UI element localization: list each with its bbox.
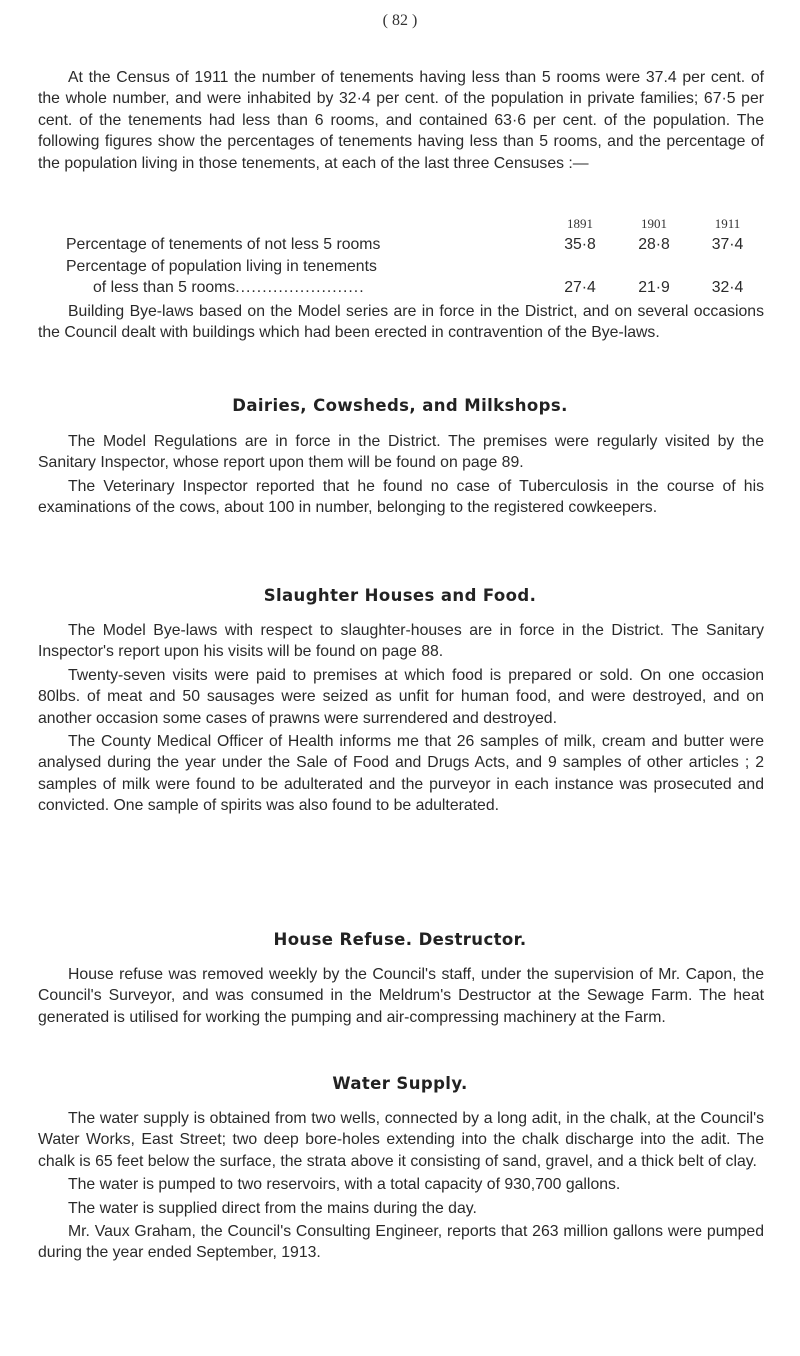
paragraph: The water supply is obtained from two wells, connected by a long adit, in the chalk, at the Council's Water Works, East Street; two deep bore-holes extending into the chalk discharge into the adit. The chalk is 65 feet below the surface, the strata above it consisting of sand, gravel, and a thick belt of clay.	[38, 1110, 764, 1170]
paragraph: Mr. Vaux Graham, the Council's Consulting Engineer, reports that 263 million gallons were pumped during the year ended September, 1913.	[38, 1223, 764, 1262]
paragraph: Twenty-seven visits were paid to premises at which food is prepared or sold. On one occasion 80lbs. of meat and 50 sausages were seized as unfit for human food, and were destroyed, and on another occasion some cases of prawns were surrendered and destroyed.	[38, 666, 764, 727]
section-body-water-supply	[38, 1108, 764, 1264]
section-body-dairies	[38, 431, 764, 519]
paragraph: The Model Bye-laws with respect to slaughter-houses are in force in the District. The Sanitary Inspector's report upon his visits will be found on page 88.	[38, 622, 764, 661]
census-table-header-row	[38, 213, 764, 234]
intro-paragraph: At the Census of 1911 the number of tenements having less than 5 rooms were 37.4 per cent. of the whole number, and were inhabited by 32·4 per cent. of the population in private families; 67·5 per cent. of the tenements had less than 6 rooms, and contained 63·6 per cent. of the population. The following figures show the percentages of tenements having less than 5 rooms, and the percentage of the population living in those tenements, at each of the last three Censuses :—	[38, 69, 764, 172]
row-label-continued	[38, 277, 543, 298]
row-value: 21·9	[638, 279, 670, 297]
paragraph: The Veterinary Inspector reported that he found no case of Tuberculosis in the course of his examinations of the cows, about 100 in number, belonging to the registered cowkeepers.	[38, 477, 764, 517]
section-heading-house-refuse: House Refuse. Destructor.	[273, 930, 527, 949]
row-value: 37·4	[711, 236, 744, 254]
bye-laws-paragraph: Building Bye-laws based on the Model series are in force in the District, and on several occasions the Council dealt with buildings which had been erected in contravention of the Bye-laws.	[38, 303, 764, 342]
census-table	[38, 213, 764, 299]
section-heading-dairies: Dairies, Cowsheds, and Milkshops.	[232, 396, 568, 415]
row-value: 27·4	[564, 279, 596, 297]
section-heading-water-supply: Water Supply.	[332, 1074, 468, 1093]
row-value: 32·4	[711, 279, 744, 297]
row-value: 35·8	[564, 236, 596, 254]
paragraph: The County Medical Officer of Health informs me that 26 samples of milk, cream and butter were analysed during the year under the Sale of Food and Drugs Acts, and 9 samples of other articles ; 2 samples of milk were found to be adulterated and the purveyor in each instance was prosecuted and convicted. One sample of spirits was also found to be adulterated.	[38, 733, 764, 815]
section-heading-slaughter-houses: Slaughter Houses and Food.	[263, 586, 537, 605]
dot-leader: ........................	[235, 279, 365, 297]
paragraph: The Model Regulations are in force in the District. The premises were regularly visited by the Sanitary Inspector, whose report upon them will be found on page 89.	[38, 433, 764, 472]
census-table-row-continued	[38, 277, 764, 298]
bye-laws-block	[38, 301, 764, 344]
intro-paragraph-block	[38, 67, 764, 174]
census-table-row	[38, 256, 764, 277]
paragraph: The water is pumped to two reservoirs, with a total capacity of 930,700 gallons.	[68, 1176, 621, 1194]
row-label: Percentage of population living in tenements	[66, 257, 377, 275]
section-body-slaughter-houses	[38, 620, 764, 817]
page-number: ( 82 )	[382, 12, 418, 29]
census-table-row	[38, 234, 764, 255]
year-header: 1891	[567, 216, 593, 231]
row-label-continued-text: of less than 5 rooms	[93, 279, 236, 297]
year-header: 1911	[714, 216, 741, 231]
paragraph: The water is supplied direct from the mains during the day.	[68, 1199, 477, 1217]
year-header: 1901	[641, 216, 667, 231]
section-body-house-refuse	[38, 964, 764, 1028]
paragraph: House refuse was removed weekly by the Council's staff, under the supervision of Mr. Capon, the Council's Surveyor, and was consumed in the Meldrum's Destructor at the Sewage Farm. The heat generated is utilised for working the pumping and air-compressing machinery at the Farm.	[38, 966, 764, 1026]
row-label: Percentage of tenements of not less 5 rooms	[66, 236, 381, 254]
row-value: 28·8	[638, 236, 670, 254]
